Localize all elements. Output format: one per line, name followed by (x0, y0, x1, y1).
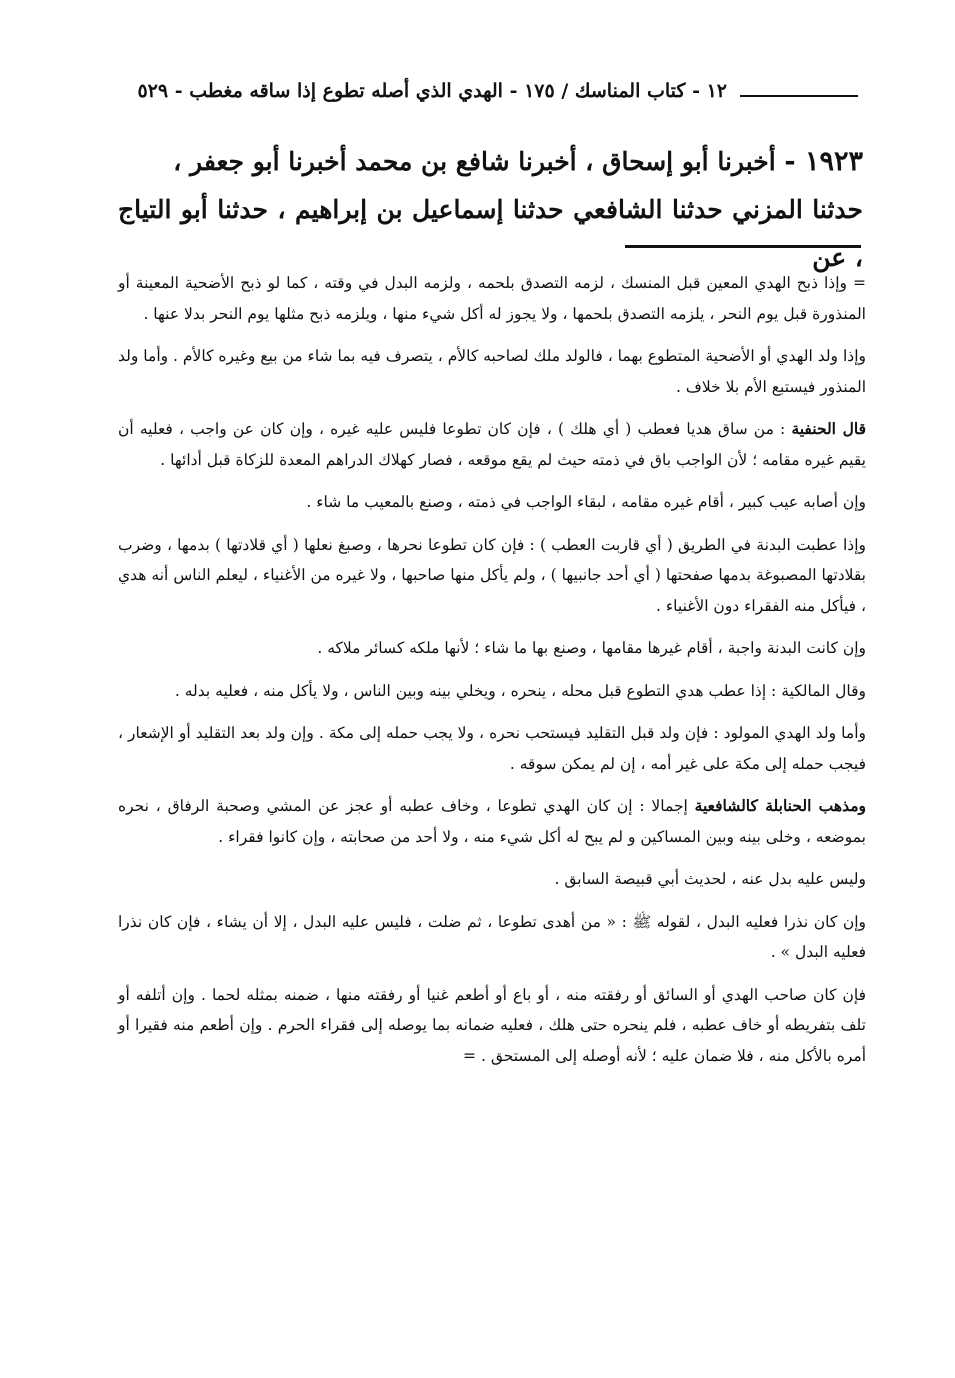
footnote-text: إجمالا : إن كان الهدي تطوعا ، وخاف عطبه أو عجز عن المشي وصحبة الرفاق ، نحره بموضعه ، وخلى بينه وبين المساكين و لم يبح له أكل شيء منه ، ولا أحد من صحابته ، وإن كانوا فقراء . (118, 797, 866, 846)
footnote-paragraph (118, 791, 866, 852)
footnote-paragraph (118, 530, 866, 622)
footnote-text: وليس عليه بدل عنه ، لحديث أبي قبيصة السابق . (554, 870, 866, 888)
footnote-text: ومذهب (811, 796, 866, 815)
footnote-paragraph (118, 980, 866, 1072)
footnote-text: الحنفية (791, 419, 836, 438)
footnote-rule (625, 245, 861, 248)
footnote-text: قال (835, 419, 866, 438)
running-header: ١٢ - كتاب المناسك / ١٧٥ - الهدي الذي أصله تطوع إذا ساقه مغطب - ٥٢٩ (137, 80, 727, 102)
footnote-paragraph (118, 907, 866, 968)
hadith-text (118, 138, 863, 282)
footnote-paragraph (118, 268, 866, 329)
footnotes (118, 268, 866, 1083)
footnote-text: = وإذا ذبح الهدي المعين قبل المنسك ، لزمه التصدق بلحمه ، ولزمه البدل في وقته ، كما لو ذبح الأضحية المعينة أو المنذورة قبل يوم النحر ، يلزمه التصدق بلحمها ، ولا يجوز له أكل شيء منها ، ويلزمه ذبح مثلها يوم النحر بدلا عنها . (118, 274, 866, 323)
footnote-paragraph (118, 864, 866, 895)
footnote-paragraph (118, 341, 866, 402)
footnote-text: وأما ولد الهدي المولود : فإن ولد قبل التقليد فيستحب نحره ، ولا يجب حمله إلى مكة . وإن ولد بعد التقليد أو الإشعار ، فيجب حمله إلى مكة على غير أمه ، إن لم يمكن سوقه . (118, 724, 866, 773)
header-rule (740, 95, 858, 97)
hadith-line: ١٩٢٣ - أخبرنا أبو إسحاق ، أخبرنا شافع بن محمد أخبرنا أبو جعفر ، (173, 146, 863, 177)
footnote-text: : من ساق هديا فعطب ( أي هلك ) ، فإن كان تطوعا فليس عليه غيره ، وإن كان عن واجب ، فعليه أن يقيم غيره مقامه ؛ لأن الواجب باق في ذمته حيث لم يقع موقعه ، فصار كهلاك الدراهم المعدة للزكاة قبل أدائها . (118, 420, 866, 469)
hadith-line: حدثنا المزني حدثنا الشافعي حدثنا إسماعيل بن إبراهيم ، حدثنا أبو التياج ، عن (118, 195, 863, 272)
footnote-text: وقال المالكية : إذا عطب هدي التطوع قبل محله ، ينحره ، ويخلي بينه وبين الناس ، ولا يأكل منه ، فعليه بدله . (174, 681, 866, 700)
footnote-text: وإن أصابه عيب كبير ، أقام غيره مقامه ، لبقاء الواجب في ذمته ، وصنع بالمعيب ما شاء . (306, 493, 866, 511)
footnote-paragraph (118, 718, 866, 779)
footnote-text: فإن كان صاحب الهدي أو السائق أو رفقته منه ، أو باع أو أطعم غنيا أو رفقته منها ، ضمنه بمثله لحما . وإن أتلفه أو تلف بتفريطه أو خاف عطبه ، فلم ينحره حتى هلك ، فعليه ضمانه بما يوصله إلى فقراء الحرم . وإن أطعم منه فقيرا أو أمره بالأكل منه ، فلا ضمان عليه ؛ لأنه أوصله إلى المستحق . = (118, 985, 866, 1065)
footnote-paragraph (118, 633, 866, 664)
footnote-text: وإذا ولد الهدي أو الأضحية المتطوع بهما ، فالولد ملك لصاحبه كالأم ، يتصرف فيه بما شاء من بيع وغيره كالأم . وأما ولد المنذور فيستبع الأم بلا خلاف . (118, 347, 866, 396)
footnote-text: وإن كانت البدنة واجبة ، أقام غيرها مقامها ، وصنع بها ما شاء ؛ لأنها ملكه كسائر ملاكه . (317, 639, 866, 657)
footnote-paragraph (118, 487, 866, 518)
footnote-text: وإذا عطبت البدنة في الطريق ( أي قاربت العطب ) : فإن كان تطوعا نحرها ، وصبغ نعلها ( أي قلادتها ) بدمها ، وضرب بقلادتها المصبوغة بدمها صفحتها ( أي أحد جانبيها ) ، ولم يأكل منها صاحبها ، ولا غيره من الأغنياء ، ليعلم الناس أنه هدي ، فيأكل منه الفقراء دون الأغنياء . (118, 535, 866, 615)
footnote-paragraph (118, 414, 866, 475)
hadith-number: ١٩٢٣ - (784, 146, 863, 177)
footnote-paragraph (118, 676, 866, 707)
footnote-text: الحنابلة كالشافعية (694, 796, 812, 815)
footnote-text: وإن كان نذرا فعليه البدل ، لقوله ﷺ : « من أهدى تطوعا ، ثم ضلت ، فليس عليه البدل ، إلا أن يشاء ، فإن كان نذرا فعليه البدل » . (118, 912, 866, 961)
